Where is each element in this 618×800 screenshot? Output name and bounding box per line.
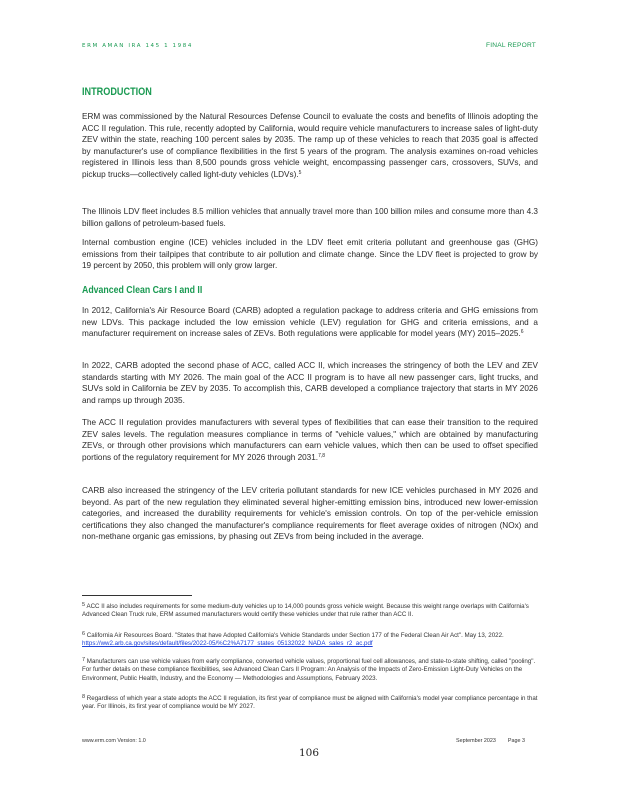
acc-paragraph-3: The ACC II regulation provides manufacturers with several types of flexibilities that can ease their transition to the required ZEV sales levels. The regulation measures compliance in terms of "vehicle values," which are obtained by manufacturing ZEVs, or through other provisions which manufacturers can earn vehicle values, which then can be used to offset specified portions of the regulatory requirement for MY 2026 through 2031.$^{7,8}$ [82, 418, 538, 462]
section-heading-acc: Advanced Clean Cars I and II [82, 285, 203, 296]
footnote-5: 5 ACC II also includes requirements for some medium-duty vehicles up to 14,000 pounds gross vehicle weight. Because this weight range overlaps with California's Advanced Clean Truck rule, ERM assumed manufacturers would certify these vehicles under that rule rather than ACC II. [82, 602, 529, 619]
footnote-8: 8 Regardless of which year a state adopts the ACC II regulation, its first year of compliance must be aligned with California's model year compliance percentage in that year. For Illinois, its first year of compliance would be MY 2027. [82, 694, 538, 711]
footnote-6: 6 California Air Resources Board. "States that have Adopted California's Vehicle Standards under Section 177 of the Federal Clean Air Act". May 13, 2022. https://ww2.arb.ca.gov/sites/default/files/2022-05/%C2%A7177_states_05132022_NADA_sales_r2_ac.pdf [82, 631, 504, 648]
footnote-ref-5[interactable]: 5 [298, 169, 302, 176]
header-report-type: FINAL REPORT [486, 42, 537, 49]
footnote-ref-7-8[interactable]: 7,8 [318, 452, 326, 459]
intro-paragraph-3: Internal combustion engine (ICE) vehicles included in the LDV fleet emit criteria pollutant and greenhouse gas (GHG) emissions from their tailpipes that contribute to air pollution and climate change. Since the LDV fleet is projected to grow by 19 percent by 2050, this problem will only grow larger. [82, 238, 538, 271]
footnote-separator [82, 595, 192, 596]
acc-paragraph-1: In 2012, California's Air Resource Board (CARB) adopted a regulation package to address criteria and GHG emissions from new LDVs. This package included the low emission vehicle (LEV) regulation for GHG and criteria emissions, and a manufacturer requirement on increase sales of ZEVs. Both regulations were applicable for model years (MY) 2015–2025.$^6$ [82, 306, 538, 339]
footnote-6-link[interactable]: https://ww2.arb.ca.gov/sites/default/files/2022-05/%C2%A7177_states_05132022_NADA_sales_r2_ac.pdf [82, 640, 373, 648]
footer-date-page [456, 738, 525, 744]
acc-paragraph-4: CARB also increased the stringency of the LEV criteria pollutant standards for new ICE vehicles purchased in MY 2026 and beyond. As part of the new regulation they eliminated several higher-emitting emission bins, introduced new lower-emission categories, and increased the durability requirements for vehicle's emission controls. On top of the per-vehicle emission certifications they also changed the manufacturer's compliance requirements for fleet average oxides of nitrogen (NOx) and non-methane organic gas emissions, by phasing out ZEVs from being included in the average. [82, 486, 538, 542]
intro-paragraph-2: The Illinois LDV fleet includes 8.5 million vehicles that annually travel more than 100 billion miles and consume more than 4.3 billion gallons of petroleum-based fuels. [82, 207, 538, 228]
footer-page-label: Page 3 [507, 738, 525, 744]
footer-website-version: www.erm.com Version: 1.0 [82, 738, 146, 744]
page-number: 106 [298, 747, 320, 759]
footnote-7: 7 Manufacturers can use vehicle values from early compliance, converted vehicle values, proportional fuel cell allowances, and state-to-state shifting, called "pooling". For further details on these compliance flexibilities, see Advanced Clean Cars II Program: An Analysis of the Impacts of Zero-Emission Light-Duty Vehicles on the Environment, Public Health, Industry, and the Economy — Methodologies and Assumptions, February 2023. [82, 657, 536, 682]
header-project-text: ERM AMAN IRA 145 1 1984 [82, 43, 193, 49]
intro-paragraph-1: ERM was commissioned by the Natural Resources Defense Council to evaluate the costs and benefits of Illinois adopting the ACC II regulation. This rule, recently adopted by California, would require vehicle manufacturers to increase sales of light-duty ZEV within the state, reaching 100 percent sales by 2035. The ramp up of these vehicles to reach that 2035 goal is affected by manufacturer's use of compliance flexibilities in the first 5 years of the program. The analysis examines on-road vehicles registered in Illinois less than 8,500 pounds gross vehicle weight, encompassing passenger cars, crossovers, SUVs, and pickup trucks—collectively called light-duty vehicles (LDVs).$^5$ [82, 112, 538, 179]
acc-paragraph-2: In 2022, CARB adopted the second phase of ACC, called ACC II, which increases the stringency of both the LEV and ZEV standards starting with MY 2026. The main goal of the ACC II program is to have all new passenger cars, light trucks, and SUVs sold in California be ZEV by 2035. To accomplish this, CARB developed a compliance trajectory that starts in MY 2026 and ramps up through 2035. [82, 361, 538, 405]
footnote-ref-6[interactable]: 6 [520, 329, 524, 336]
footer-date: September 2023 [456, 738, 496, 744]
section-heading-introduction: INTRODUCTION [82, 86, 152, 98]
